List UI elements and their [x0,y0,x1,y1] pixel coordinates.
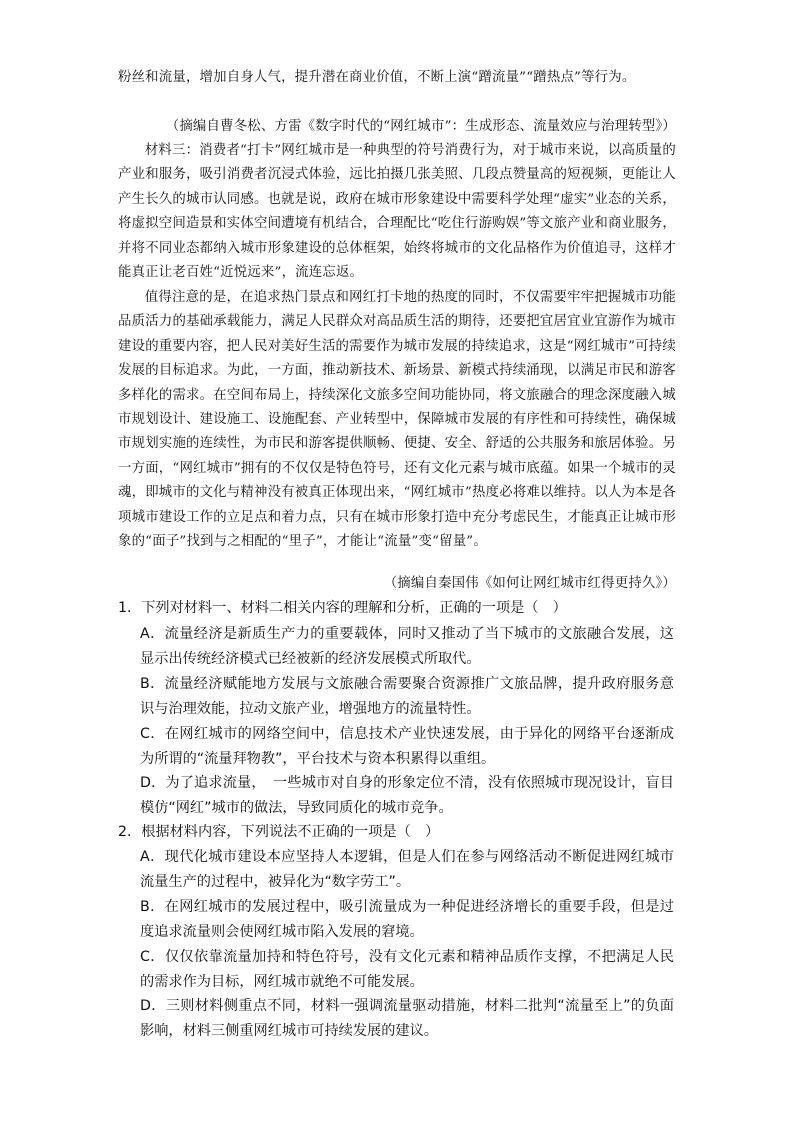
source-citation-1: （摘编自曹冬松、方雷《数字时代的“网红城市”：生成形态、流量效应与治理转型》） [165,119,676,134]
question-2-option-b: B．在网红城市的发展过程中，吸引流量成为一种促进经济增长的重要手段，但是过度追求流量则会使网红城市陷入发展的窘境。 [140,899,674,941]
question-1-stem: 1．下列对材料一、材料二相关内容的理解和分析，正确的一项是（ ） [118,600,567,616]
material-3-paragraph-2: 值得注意的是，在追求热门景点和网红打卡地的热度的同时，不仅需要牢牢把握城市功能品质活力的基础承载能力，满足人民群众对高品质生活的期待，还要把宜居宜业宜游作为城市建设的重要内容，把人民对美好生活的需要作为城市发展的持续追求，这是“网红城市”可持续发展的目标追求。为此，一方面，推动新技术、新场景、新模式持续涌现，以满足市民和游客多样化的需求。在空间布局上，持续深化文旅多空间功能协同，将文旅融合的理念深度融入城市规划设计、建设施工、设施配套、产业转型中，保障城市发展的有序性和可持续性，确保城市规划实施的连续性，为市民和游客提供顺畅、便捷、安全、舒适的公共服务和旅居体验。另一方面，“网红城市”拥有的不仅仅是特色符号，还有文化元素与城市底蕴。如果一个城市的灵魂，即城市的文化与精神没有被真正体现出来，“网红城市”热度必将难以维持。以人为本是各项城市建设工作的立足点和着力点，只有在城市形象打造中充分考虑民生，才能真正让城市形象的“面子”找到与之相配的“里子”，才能让“流量”变“留量”。 [118,290,676,550]
question-2-option-c: C．仅仅依靠流量加持和特色符号，没有文化元素和精神品质作支撑，不把满足人民的需求作为目标，网红城市就绝不可能发展。 [140,949,674,991]
question-1-option-b: B．流量经济赋能地方发展与文旅融合需要聚合资源推广文旅品牌，提升政府服务意识与治理效能，拉动文旅产业，增强地方的流量特性。 [140,676,674,718]
question-2-stem: 2．根据材料内容，下列说法不正确的一项是（ ） [118,824,440,840]
question-1-option-d: D．为了追求流量， 一些城市对自身的形象定位不清，没有依照城市现况设计，盲目模仿“网红”城市的做法，导致同质化的城市竞争。 [140,775,674,817]
material-3-paragraph-1: 材料三：消费者“打卡”网红城市是一种典型的符号消费行为，对于城市来说，以高质量的产业和服务，吸引消费者沉浸式体验，远比拍摄几张美照、几段点赞量高的短视频，更能让人产生长久的城市认同感。也就是说，政府在城市形象建设中需要科学处理“虚实”业态的关系，将虚拟空间造景和实体空间遭境有机结合，合理配比“吃住行游购娱”等文旅产业和商业服务，并将不同业态都纳入城市形象建设的总体框架，始终将城市的文化品格作为价值追寻，这样才能真正让老百姓“近悦远来”，流连忘返。 [118,143,676,281]
question-1-option-c: C．在网红城市的网络空间中，信息技术产业快速发展，由于异化的网络平台逐渐成为所谓的“流量拜物教”，平台技术与资本积累得以重组。 [140,726,674,768]
question-2-option-a: A．现代化城市建设本应坚持人本逻辑，但是人们在参与网络活动不断促进网红城市流量生产的过程中，被异化为“数字劳工”。 [140,849,674,891]
question-1-option-a: A．流量经济是新质生产力的重要载体，同时又推动了当下城市的文旅融合发展，这显示出传统经济模式已经被新的经济发展模式所取代。 [140,626,674,668]
passage-continued-text: 粉丝和流量，增加自身人气，提升潜在商业价值，不断上演“蹭流量”“蹭热点”等行为。 [118,70,636,85]
source-citation-2: （摘编自秦国伟《如何让网红城市红得更持久》） [383,576,676,591]
question-2-option-d: D．三则材料侧重点不同，材料一强调流量驱动措施，材料二批判“流量至上”的负面影响，材料三侧重网红城市可持续发展的建议。 [140,998,674,1040]
